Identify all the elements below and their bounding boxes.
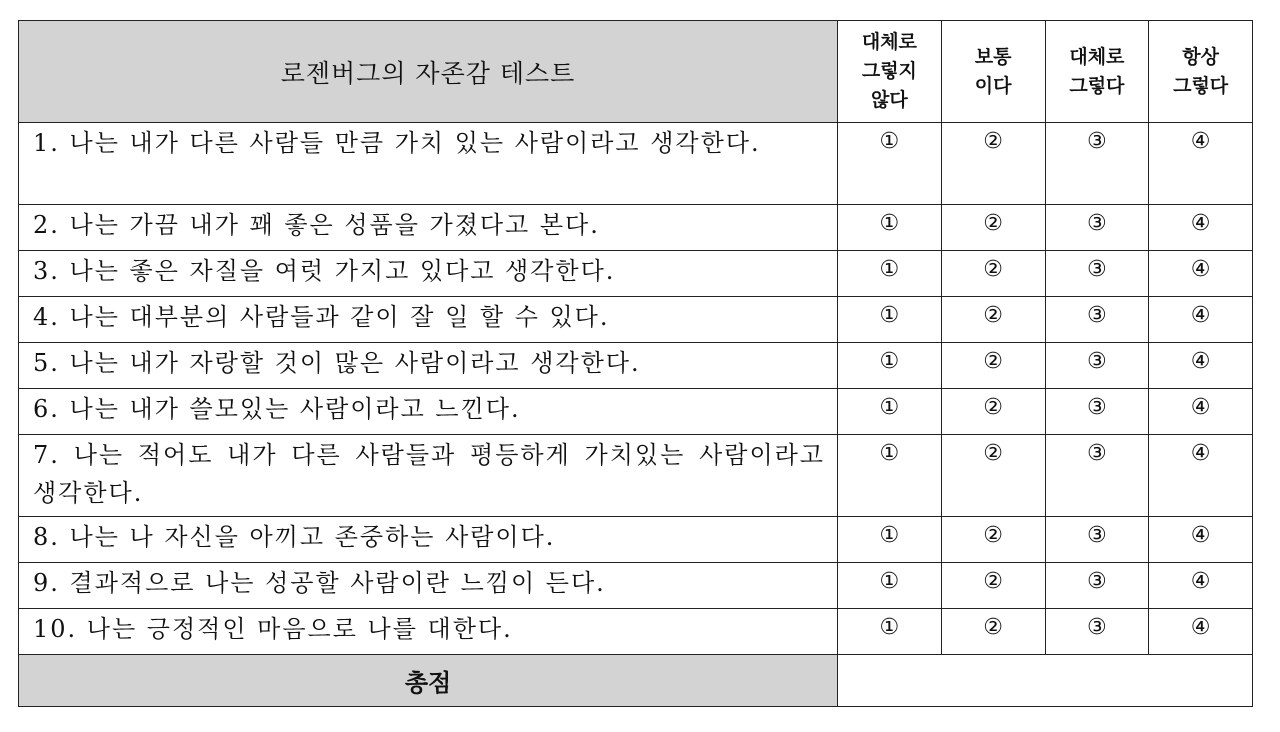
option-mark-2[interactable]: ②: [941, 251, 1045, 297]
option-mark-2[interactable]: ②: [941, 123, 1045, 205]
option-mark-2[interactable]: ②: [941, 389, 1045, 435]
question-text: 3. 나는 좋은 자질을 여럿 가지고 있다고 생각한다.: [19, 251, 838, 297]
option-mark-1[interactable]: ①: [838, 389, 942, 435]
option-mark-1[interactable]: ①: [838, 563, 942, 609]
option-mark-1[interactable]: ①: [838, 123, 942, 205]
question-row: [19, 435, 1253, 517]
total-label: 총점: [19, 655, 838, 707]
option-mark-2[interactable]: ②: [941, 563, 1045, 609]
option-mark-4[interactable]: ④: [1149, 517, 1253, 563]
question-text: 8. 나는 나 자신을 아끼고 존중하는 사람이다.: [19, 517, 838, 563]
total-score-field[interactable]: [838, 655, 1253, 707]
option-mark-2[interactable]: ②: [941, 205, 1045, 251]
option-mark-2[interactable]: ②: [941, 609, 1045, 655]
option-mark-1[interactable]: ①: [838, 343, 942, 389]
option-mark-4[interactable]: ④: [1149, 389, 1253, 435]
total-row: [19, 655, 1253, 707]
question-text: 6. 나는 내가 쓸모있는 사람이라고 느낀다.: [19, 389, 838, 435]
header-row: [19, 21, 1253, 123]
option-mark-4[interactable]: ④: [1149, 297, 1253, 343]
option-mark-3[interactable]: ③: [1045, 251, 1149, 297]
option-mark-1[interactable]: ①: [838, 297, 942, 343]
question-row: [19, 205, 1253, 251]
option-mark-4[interactable]: ④: [1149, 205, 1253, 251]
option-mark-1[interactable]: ①: [838, 251, 942, 297]
question-text: 4. 나는 대부분의 사람들과 같이 잘 일 할 수 있다.: [19, 297, 838, 343]
option-mark-3[interactable]: ③: [1045, 205, 1149, 251]
option-mark-1[interactable]: ①: [838, 517, 942, 563]
question-text: 5. 나는 내가 자랑할 것이 많은 사람이라고 생각한다.: [19, 343, 838, 389]
question-text: 10. 나는 긍정적인 마음으로 나를 대한다.: [19, 609, 838, 655]
question-row: [19, 251, 1253, 297]
option-mark-2[interactable]: ②: [941, 435, 1045, 517]
option-mark-2[interactable]: ②: [941, 297, 1045, 343]
option-mark-3[interactable]: ③: [1045, 609, 1149, 655]
question-row: [19, 389, 1253, 435]
option-mark-3[interactable]: ③: [1045, 435, 1149, 517]
question-text: 1. 나는 내가 다른 사람들 만큼 가치 있는 사람이라고 생각한다.: [19, 123, 838, 205]
option-mark-4[interactable]: ④: [1149, 563, 1253, 609]
self-esteem-table: [18, 20, 1253, 707]
option-header-2: 보통 이다: [941, 21, 1045, 123]
option-mark-2[interactable]: ②: [941, 343, 1045, 389]
option-mark-4[interactable]: ④: [1149, 435, 1253, 517]
option-mark-3[interactable]: ③: [1045, 343, 1149, 389]
option-mark-3[interactable]: ③: [1045, 517, 1149, 563]
option-mark-1[interactable]: ①: [838, 609, 942, 655]
question-row: [19, 517, 1253, 563]
option-mark-1[interactable]: ①: [838, 205, 942, 251]
question-row: [19, 563, 1253, 609]
option-mark-2[interactable]: ②: [941, 517, 1045, 563]
option-mark-3[interactable]: ③: [1045, 297, 1149, 343]
question-text: 9. 결과적으로 나는 성공할 사람이란 느낌이 든다.: [19, 563, 838, 609]
option-mark-4[interactable]: ④: [1149, 123, 1253, 205]
option-mark-4[interactable]: ④: [1149, 251, 1253, 297]
option-mark-4[interactable]: ④: [1149, 343, 1253, 389]
question-row: [19, 609, 1253, 655]
option-header-1: 대체로 그렇지 않다: [838, 21, 942, 123]
option-mark-3[interactable]: ③: [1045, 389, 1149, 435]
question-text: 2. 나는 가끔 내가 꽤 좋은 성품을 가졌다고 본다.: [19, 205, 838, 251]
question-row: [19, 297, 1253, 343]
table-title: 로젠버그의 자존감 테스트: [19, 21, 838, 123]
option-mark-1[interactable]: ①: [838, 435, 942, 517]
option-mark-3[interactable]: ③: [1045, 123, 1149, 205]
option-mark-4[interactable]: ④: [1149, 609, 1253, 655]
question-row: [19, 123, 1253, 205]
option-header-4: 항상 그렇다: [1149, 21, 1253, 123]
question-row: [19, 343, 1253, 389]
option-mark-3[interactable]: ③: [1045, 563, 1149, 609]
question-text: 7. 나는 적어도 내가 다른 사람들과 평등하게 가치있는 사람이라고 생각한다.: [19, 435, 838, 517]
option-header-3: 대체로 그렇다: [1045, 21, 1149, 123]
